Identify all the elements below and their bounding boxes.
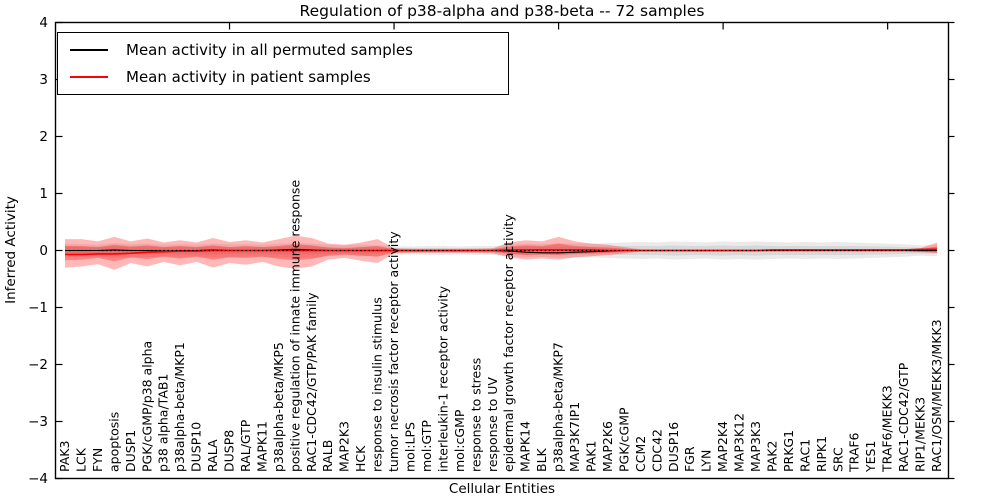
category-label: CCM2 [632, 435, 648, 472]
category-label: BLK [534, 448, 550, 472]
category-label: MAP2K3 [336, 421, 352, 472]
y-axis-label: Inferred Activity [3, 196, 19, 304]
category-label: PGK/cGMP [616, 407, 632, 472]
legend [57, 32, 509, 95]
legend-label-permuted: Mean activity in all permuted samples [126, 40, 413, 59]
category-label: PAK2 [764, 440, 780, 472]
legend-label-patient: Mean activity in patient samples [126, 68, 371, 87]
category-label: MAP3K12 [731, 413, 747, 472]
category-label: DUSP16 [665, 421, 681, 472]
x-axis-label: Cellular Entities [448, 481, 556, 497]
category-label: DUSP1 [122, 429, 138, 472]
y-tick-label: 4 [39, 15, 48, 31]
category-label: interleukin-1 receptor activity [435, 285, 451, 472]
category-label: MAP2K4 [715, 421, 731, 472]
category-label: TRAF6 [846, 432, 862, 472]
category-label: mol:LPS [402, 422, 418, 472]
category-label: p38alpha-beta/MKP1 [172, 342, 188, 472]
category-label: PAK1 [583, 440, 599, 472]
category-label: MAPK11 [254, 421, 270, 472]
legend-item-permuted [58, 41, 508, 59]
category-label: RIPK1 [813, 435, 829, 472]
category-label: MAP3K7IP1 [567, 401, 583, 472]
category-label: RAC1/OSM/MEKK3/MKK3 [929, 319, 944, 472]
legend-item-patient [58, 68, 508, 86]
category-label: response to stress [468, 357, 484, 472]
category-label: DUSP10 [188, 421, 204, 472]
category-label: FGR [682, 446, 698, 472]
category-label: MAPK14 [517, 421, 533, 472]
category-label: FYN [89, 447, 105, 472]
y-tick-label: −2 [28, 357, 48, 373]
y-tick-label: 2 [39, 129, 48, 145]
category-label: positive regulation of innate immune response [287, 179, 303, 472]
category-label: p38alpha-beta/MKP7 [550, 342, 566, 472]
category-label: MAP2K6 [599, 421, 615, 472]
category-label: LYN [698, 449, 714, 472]
category-label: epidermal growth factor receptor activity [501, 214, 517, 472]
category-label: PGK/cGMP/p38 alpha [139, 340, 155, 472]
category-label: response to insulin stimulus [369, 297, 385, 472]
category-label: p38 alpha/TAB1 [155, 373, 171, 472]
category-label: apoptosis [106, 411, 122, 472]
category-label: SRC [830, 447, 846, 472]
category-label: mol:cGMP [451, 409, 467, 472]
category-label: HCK [353, 445, 369, 472]
category-label: RALA [205, 439, 221, 472]
chart-title: Regulation of p38-alpha and p38-beta -- 72 samples [299, 2, 705, 20]
category-label: response to UV [484, 377, 500, 472]
red-line-swatch [70, 76, 108, 78]
category-label: RAL/GTP [237, 419, 253, 472]
y-tick-label: −3 [28, 414, 48, 430]
category-label: RAC1 [797, 438, 813, 472]
category-label: PAK3 [57, 440, 72, 472]
category-label: RALB [320, 439, 336, 472]
category-label: PRKG1 [780, 429, 796, 472]
category-label: p38alpha-beta/MKP5 [270, 342, 286, 472]
category-label: MAP3K3 [748, 421, 764, 472]
y-tick-label: 3 [39, 72, 48, 88]
category-label: LCK [73, 448, 89, 472]
category-label: TRAF6/MEKK3 [879, 385, 895, 472]
category-label: RIP1/MEKK3 [912, 396, 928, 472]
category-label: DUSP8 [221, 429, 237, 472]
y-tick-label: 1 [39, 186, 48, 202]
y-tick-label: 0 [39, 243, 48, 259]
black-line-swatch [70, 49, 108, 51]
category-label: RAC1-CDC42/GTP [896, 362, 912, 472]
category-label: RAC1-CDC42/GTP/PAK family [303, 292, 319, 472]
category-label: YES1 [863, 440, 879, 472]
y-tick-label: −4 [28, 471, 48, 487]
category-label: tumor necrosis factor receptor activity [386, 231, 402, 472]
y-tick-label: −1 [28, 300, 48, 316]
category-label: mol:GTP [418, 420, 434, 472]
category-label: CDC42 [649, 429, 665, 472]
